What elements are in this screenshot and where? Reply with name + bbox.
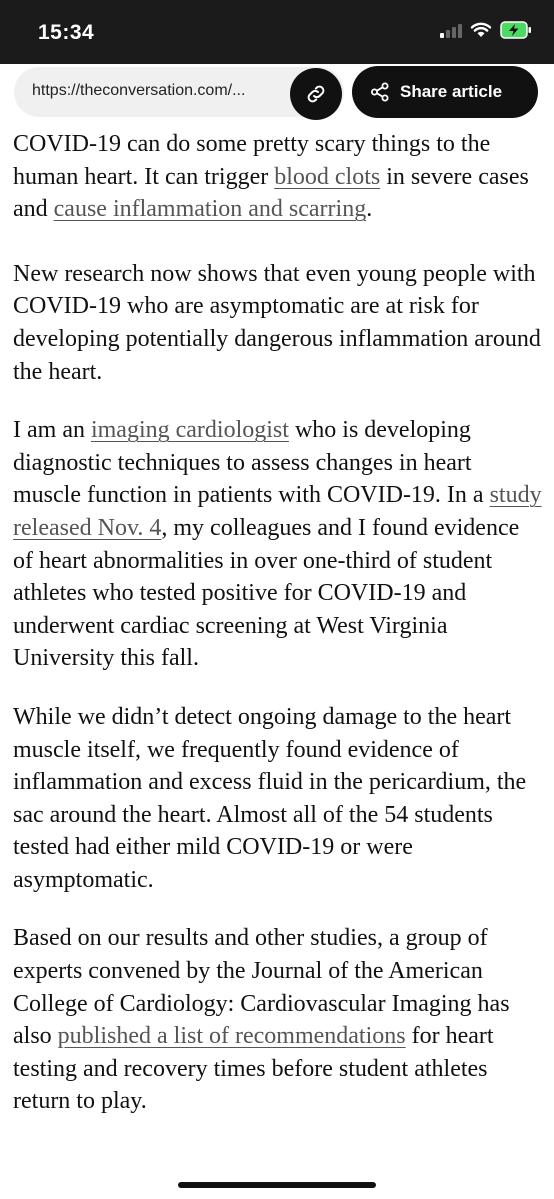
paragraph <box>13 258 543 388</box>
copy-link-button[interactable] <box>290 68 342 120</box>
cause-inflammation-link[interactable]: cause inflammation and scarring <box>53 196 367 223</box>
battery-charging-icon <box>500 21 532 39</box>
share-article-button[interactable] <box>352 66 538 118</box>
paragraph-text: New research now shows that even young people with COVID-19 who are asymptomatic are at risk for developing potentially dangerous inflammation around the heart. <box>13 260 541 385</box>
paragraph-text: who is developing diagnostic techniques to assess changes in heart muscle function in patients with COVID-19. In a <box>13 417 490 509</box>
paragraph <box>13 414 543 675</box>
paragraph <box>13 922 543 1118</box>
cellular-signal-icon <box>440 22 462 38</box>
paragraph-text: COVID-19 can do some pretty scary things to the human heart. It can trigger <box>13 131 491 190</box>
browser-toolbar <box>0 64 554 126</box>
status-bar <box>0 0 554 64</box>
status-time: 15:34 <box>38 21 95 44</box>
paragraph-text: I am an <box>13 417 91 444</box>
recommendations-link[interactable]: published a list of recommendations <box>57 1023 406 1050</box>
home-indicator[interactable] <box>178 1182 376 1188</box>
share-icon <box>370 82 390 102</box>
paragraph-text: While we didn’t detect ongoing damage to the heart muscle itself, we frequently found evidence of inflammation and excess fluid in the pericardium, the sac around the heart. Almost all of the 54 students tested had either mild COVID-19 or were asymptomatic. <box>13 703 527 893</box>
paragraph-text: . <box>366 196 373 223</box>
share-article-label: Share article <box>400 82 503 101</box>
paragraph-text: Based on our results and other studies, a group of experts convened by the Journal of the American College of Cardiology: Cardiovascular Imaging has also <box>13 925 510 1050</box>
paragraph <box>13 128 543 226</box>
paragraph <box>13 701 543 897</box>
wifi-icon <box>470 22 492 38</box>
url-text: https://theconversation.com/... <box>32 82 246 99</box>
paragraph-text: , my colleagues and I found evidence of heart abnormalities in over one-third of student athletes who tested positive for COVID-19 and underwent cardiac screening at West Virginia University this fall. <box>13 514 520 672</box>
status-icons <box>440 21 532 39</box>
blood-clots-link[interactable]: blood clots <box>274 163 381 190</box>
link-icon <box>304 82 328 106</box>
article-body <box>13 128 543 1118</box>
imaging-cardiologist-link[interactable]: imaging cardiologist <box>90 417 289 444</box>
paragraph-text: for heart testing and recovery times before student athletes return to play. <box>13 1023 494 1115</box>
paragraph-text: in severe cases and <box>13 163 529 223</box>
study-link[interactable]: study released Nov. 4 <box>13 482 542 541</box>
